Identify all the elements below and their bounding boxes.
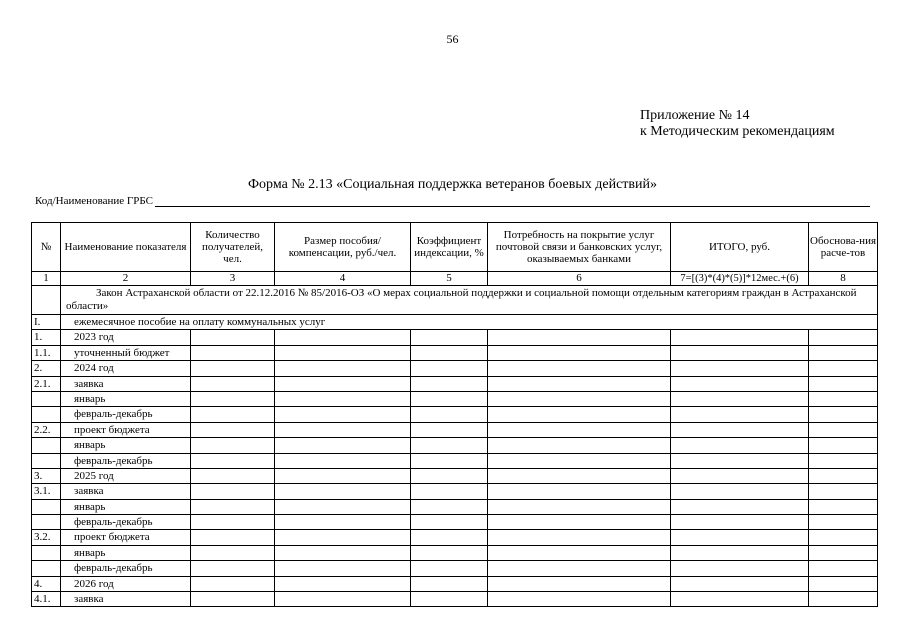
input-cell[interactable] — [809, 422, 878, 437]
input-cell[interactable] — [411, 561, 488, 576]
input-cell[interactable] — [809, 561, 878, 576]
row-name: январь — [61, 545, 191, 560]
input-cell[interactable] — [809, 376, 878, 391]
input-cell[interactable] — [488, 499, 671, 514]
row-number — [32, 438, 61, 453]
input-cell[interactable] — [671, 407, 809, 422]
input-cell[interactable] — [671, 499, 809, 514]
input-cell[interactable] — [411, 345, 488, 360]
row-name: 2026 год — [61, 576, 191, 591]
input-cell[interactable] — [809, 468, 878, 483]
law-row — [32, 286, 878, 315]
input-cell[interactable] — [488, 561, 671, 576]
row-name: 2025 год — [61, 468, 191, 483]
column-number: 7=[(3)*(4)*(5)]*12мес.+(6) — [671, 272, 809, 286]
table-row — [32, 499, 878, 514]
input-cell[interactable] — [488, 576, 671, 591]
input-cell[interactable] — [191, 407, 275, 422]
table-row — [32, 576, 878, 591]
input-cell[interactable] — [411, 438, 488, 453]
grbs-field — [35, 195, 870, 207]
input-cell[interactable] — [411, 376, 488, 391]
column-number-row — [32, 272, 878, 286]
input-cell[interactable] — [488, 453, 671, 468]
row-number: 2.1. — [32, 376, 61, 391]
row-name: проект бюджета — [61, 530, 191, 545]
table-row — [32, 391, 878, 406]
input-cell[interactable] — [671, 515, 809, 530]
input-cell[interactable] — [671, 592, 809, 607]
input-cell[interactable] — [809, 499, 878, 514]
row-name: февраль-декабрь — [61, 515, 191, 530]
input-cell[interactable] — [809, 515, 878, 530]
input-cell[interactable] — [488, 407, 671, 422]
input-cell[interactable] — [809, 530, 878, 545]
header-cell: Обоснова-ния расче-тов — [809, 223, 878, 272]
header-cell: № — [32, 223, 61, 272]
input-cell[interactable] — [809, 484, 878, 499]
input-cell[interactable] — [275, 530, 411, 545]
input-cell[interactable] — [275, 407, 411, 422]
input-cell[interactable] — [191, 453, 275, 468]
input-cell[interactable] — [671, 561, 809, 576]
input-cell[interactable] — [671, 530, 809, 545]
input-cell[interactable] — [671, 376, 809, 391]
appendix-line-1: Приложение № 14 — [640, 108, 750, 123]
input-cell[interactable] — [488, 545, 671, 560]
row-name: февраль-декабрь — [61, 453, 191, 468]
input-cell[interactable] — [191, 391, 275, 406]
header-cell: Наименование показателя — [61, 223, 191, 272]
row-number: 1.1. — [32, 345, 61, 360]
row-number — [32, 499, 61, 514]
input-cell[interactable] — [275, 576, 411, 591]
input-cell[interactable] — [191, 515, 275, 530]
input-cell[interactable] — [191, 422, 275, 437]
row-number: 3. — [32, 468, 61, 483]
row-number: 3.2. — [32, 530, 61, 545]
input-cell[interactable] — [809, 545, 878, 560]
input-cell[interactable] — [671, 453, 809, 468]
section-name: ежемесячное пособие на оплату коммунальных услуг — [61, 315, 878, 330]
row-name: февраль-декабрь — [61, 561, 191, 576]
table-row — [32, 361, 878, 376]
input-cell[interactable] — [411, 422, 488, 437]
input-cell[interactable] — [191, 530, 275, 545]
input-cell[interactable] — [411, 545, 488, 560]
input-cell[interactable] — [809, 391, 878, 406]
input-cell[interactable] — [411, 468, 488, 483]
header-cell: Количество получателей, чел. — [191, 223, 275, 272]
input-cell[interactable] — [488, 515, 671, 530]
input-cell[interactable] — [809, 576, 878, 591]
input-cell[interactable] — [191, 438, 275, 453]
row-name: проект бюджета — [61, 422, 191, 437]
input-cell[interactable] — [191, 545, 275, 560]
input-cell[interactable] — [671, 468, 809, 483]
law-title — [61, 286, 878, 315]
input-cell[interactable] — [671, 422, 809, 437]
table-row — [32, 330, 878, 345]
input-cell[interactable] — [275, 345, 411, 360]
column-number: 8 — [809, 272, 878, 286]
input-cell[interactable] — [191, 499, 275, 514]
row-number: 2.2. — [32, 422, 61, 437]
input-cell[interactable] — [275, 468, 411, 483]
row-number — [32, 545, 61, 560]
appendix-note — [640, 108, 835, 140]
input-cell[interactable] — [191, 592, 275, 607]
input-cell[interactable] — [671, 345, 809, 360]
header-row — [32, 223, 878, 272]
row-number — [32, 515, 61, 530]
section-row — [32, 315, 878, 330]
input-cell[interactable] — [191, 561, 275, 576]
input-cell[interactable] — [411, 484, 488, 499]
row-number: 2. — [32, 361, 61, 376]
input-cell[interactable] — [411, 515, 488, 530]
input-cell[interactable] — [809, 407, 878, 422]
column-number: 3 — [191, 272, 275, 286]
table-row — [32, 422, 878, 437]
input-cell[interactable] — [275, 438, 411, 453]
row-number: 4.1. — [32, 592, 61, 607]
input-cell[interactable] — [488, 530, 671, 545]
row-name: январь — [61, 438, 191, 453]
input-cell[interactable] — [809, 592, 878, 607]
row-name: заявка — [61, 484, 191, 499]
input-cell[interactable] — [275, 376, 411, 391]
input-cell[interactable] — [191, 376, 275, 391]
column-number: 6 — [488, 272, 671, 286]
input-cell[interactable] — [275, 561, 411, 576]
input-cell[interactable] — [191, 576, 275, 591]
input-cell[interactable] — [411, 576, 488, 591]
input-cell[interactable] — [275, 391, 411, 406]
input-cell[interactable] — [411, 453, 488, 468]
input-cell[interactable] — [275, 545, 411, 560]
row-number — [32, 561, 61, 576]
input-cell[interactable] — [488, 484, 671, 499]
input-cell[interactable] — [191, 330, 275, 345]
input-cell[interactable] — [411, 330, 488, 345]
input-cell[interactable] — [671, 545, 809, 560]
input-cell[interactable] — [488, 438, 671, 453]
row-number — [32, 407, 61, 422]
row-number: 4. — [32, 576, 61, 591]
input-cell[interactable] — [671, 391, 809, 406]
form-title: Форма № 2.13 «Социальная поддержка ветеранов боевых действий» — [247, 177, 658, 192]
row-name: заявка — [61, 592, 191, 607]
input-cell[interactable] — [671, 438, 809, 453]
table-row — [32, 545, 878, 560]
header-cell: ИТОГО, руб. — [671, 223, 809, 272]
header-cell: Коэффициент индексации, % — [411, 223, 488, 272]
table-row — [32, 438, 878, 453]
section-number: I. — [32, 315, 61, 330]
input-cell[interactable] — [275, 484, 411, 499]
input-cell[interactable] — [411, 361, 488, 376]
input-cell[interactable] — [275, 499, 411, 514]
input-cell[interactable] — [275, 422, 411, 437]
law-text: Закон Астраханской области от 22.12.2016 № 85/2016-ОЗ «О мерах социальной поддержки и социальной помощи отдельным категориям граждан в Астраханской области» — [66, 287, 857, 312]
appendix-line-2: к Методическим рекомендациям — [640, 124, 835, 139]
input-cell[interactable] — [809, 345, 878, 360]
row-number: 3.1. — [32, 484, 61, 499]
row-name: январь — [61, 499, 191, 514]
table-row — [32, 345, 878, 360]
input-cell[interactable] — [275, 361, 411, 376]
column-number: 2 — [61, 272, 191, 286]
row-number: 1. — [32, 330, 61, 345]
input-cell[interactable] — [671, 361, 809, 376]
row-number — [32, 453, 61, 468]
input-cell[interactable] — [488, 345, 671, 360]
column-number: 1 — [32, 272, 61, 286]
input-cell[interactable] — [488, 422, 671, 437]
row-number — [32, 391, 61, 406]
table-row — [32, 407, 878, 422]
input-cell[interactable] — [191, 468, 275, 483]
input-cell[interactable] — [191, 484, 275, 499]
input-cell[interactable] — [191, 345, 275, 360]
table-row — [32, 515, 878, 530]
page-number: 56 — [446, 32, 459, 46]
input-cell[interactable] — [671, 330, 809, 345]
column-number: 5 — [411, 272, 488, 286]
table-row — [32, 376, 878, 391]
input-cell[interactable] — [809, 361, 878, 376]
input-cell[interactable] — [488, 376, 671, 391]
input-cell[interactable] — [671, 484, 809, 499]
row-name: заявка — [61, 376, 191, 391]
cell-empty — [32, 286, 61, 315]
input-cell[interactable] — [411, 407, 488, 422]
table-row — [32, 468, 878, 483]
table-row — [32, 592, 878, 607]
table-row — [32, 453, 878, 468]
input-cell[interactable] — [275, 515, 411, 530]
header-cell: Потребность на покрытие услуг почтовой связи и банковских услуг, оказываемых банками — [488, 223, 671, 272]
header-cell: Размер пособия/компенсации, руб./чел. — [275, 223, 411, 272]
table-row — [32, 561, 878, 576]
column-number: 4 — [275, 272, 411, 286]
row-name: 2024 год — [61, 361, 191, 376]
input-cell[interactable] — [411, 391, 488, 406]
grbs-fill-line — [155, 195, 870, 207]
input-cell[interactable] — [809, 330, 878, 345]
input-cell[interactable] — [275, 330, 411, 345]
form-table — [31, 222, 878, 607]
input-cell[interactable] — [411, 499, 488, 514]
input-cell[interactable] — [671, 576, 809, 591]
input-cell[interactable] — [488, 468, 671, 483]
row-name: февраль-декабрь — [61, 407, 191, 422]
input-cell[interactable] — [488, 391, 671, 406]
row-name: 2023 год — [61, 330, 191, 345]
input-cell[interactable] — [275, 453, 411, 468]
input-cell[interactable] — [275, 592, 411, 607]
input-cell[interactable] — [411, 530, 488, 545]
table-row — [32, 530, 878, 545]
input-cell[interactable] — [488, 592, 671, 607]
input-cell[interactable] — [191, 361, 275, 376]
input-cell[interactable] — [809, 453, 878, 468]
row-name: уточненный бюджет — [61, 345, 191, 360]
row-name: январь — [61, 391, 191, 406]
input-cell[interactable] — [488, 330, 671, 345]
grbs-label: Код/Наименование ГРБС — [35, 195, 153, 207]
table-row — [32, 484, 878, 499]
input-cell[interactable] — [411, 592, 488, 607]
input-cell[interactable] — [809, 438, 878, 453]
input-cell[interactable] — [488, 361, 671, 376]
